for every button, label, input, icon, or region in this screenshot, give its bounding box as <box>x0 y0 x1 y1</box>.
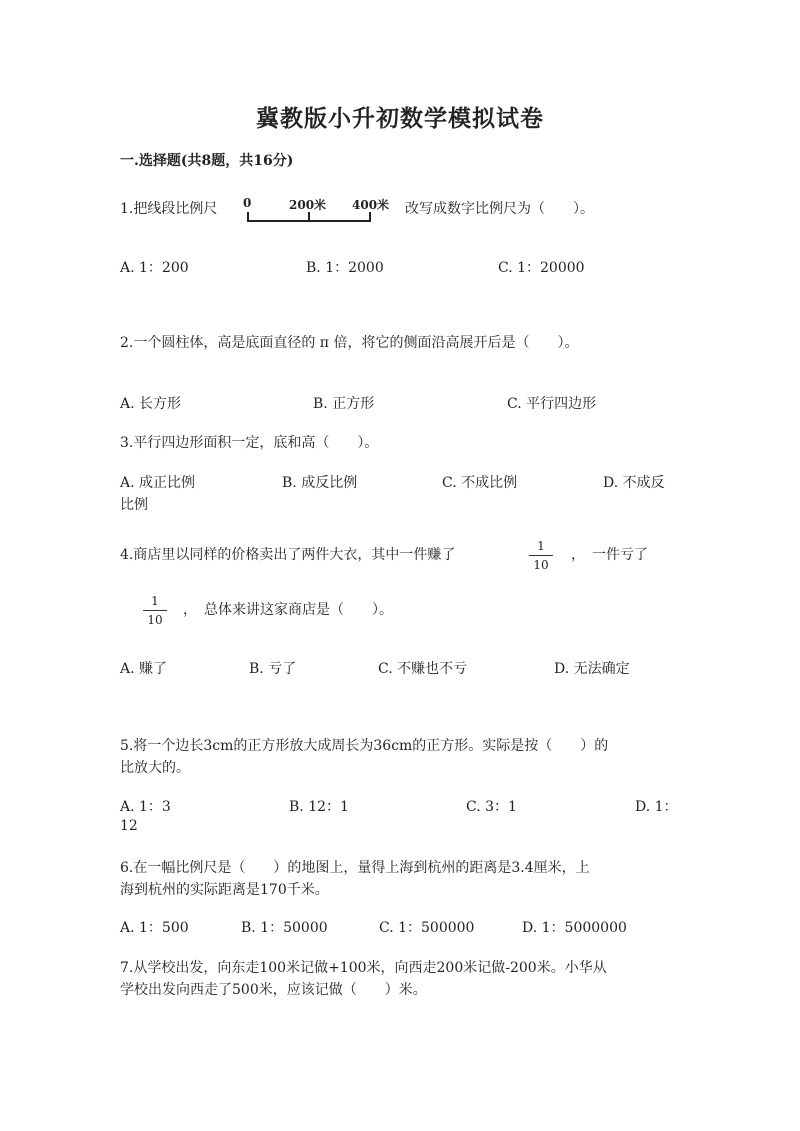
section-heading: 一.选择题(共8题，共16分) <box>120 153 294 169</box>
option-d-continued: 比例 <box>120 497 148 513</box>
scale-label: 0 <box>243 196 252 210</box>
fraction-numerator: 1 <box>537 539 545 553</box>
option-d[interactable]: D. 不成反 <box>603 475 665 491</box>
fraction-denominator: 10 <box>533 558 549 572</box>
option-c[interactable]: C. 不成比例 <box>442 475 518 491</box>
question-stem-end: 改写成数字比例尺为（ ）。 <box>405 201 594 217</box>
question-stem: 1.把线段比例尺 <box>120 201 218 217</box>
option-d-continued: 12 <box>120 818 138 834</box>
fraction <box>143 594 167 627</box>
option-d[interactable]: D. 1：5000000 <box>522 920 627 936</box>
question-stem: 3.平行四边形面积一定，底和高（ ）。 <box>120 435 379 451</box>
option-a[interactable]: A. 成正比例 <box>120 475 196 491</box>
option-b[interactable]: B. 成反比例 <box>282 475 358 491</box>
fraction <box>529 539 553 572</box>
option-a[interactable]: A. 1：3 <box>120 799 171 815</box>
question-stem-end: ， 总体来讲这家商店是（ ）。 <box>183 602 393 618</box>
question-stem-middle: ， 一件亏了 <box>571 547 648 563</box>
question-stem-line2: 学校出发向西走了500米，应该记做（ ）米。 <box>120 982 427 998</box>
option-a[interactable]: A. 1：500 <box>120 920 189 936</box>
scale-label: 400米 <box>352 198 390 212</box>
option-c[interactable]: C. 1：20000 <box>498 260 585 276</box>
question-stem-line2: 比放大的。 <box>120 760 190 776</box>
question-stem: 2.一个圆柱体，高是底面直径的 π 倍，将它的侧面沿高展开后是（ ）。 <box>120 335 579 351</box>
fraction-numerator: 1 <box>151 594 159 608</box>
option-b[interactable]: B. 亏了 <box>249 661 297 677</box>
option-c[interactable]: C. 1：500000 <box>379 920 475 936</box>
question-stem: 5.将一个边长3cm的正方形放大成周长为36cm的正方形。实际是按（ ）的 <box>120 738 609 754</box>
scale-tick <box>369 212 371 222</box>
question-stem: 7.从学校出发，向东走100米记做+100米，向西走200米记做-200米。小华从 <box>120 960 607 976</box>
question-stem-line2: 海到杭州的实际距离是170千米。 <box>120 882 329 898</box>
option-b[interactable]: B. 12：1 <box>289 799 349 815</box>
option-c[interactable]: C. 平行四边形 <box>507 396 597 412</box>
option-c[interactable]: C. 不赚也不亏 <box>378 661 468 677</box>
scale-label: 200米 <box>289 198 327 212</box>
fraction-bar <box>143 610 167 611</box>
option-d[interactable]: D. 无法确定 <box>554 661 630 677</box>
option-b[interactable]: B. 1：2000 <box>306 260 384 276</box>
option-a[interactable]: A. 长方形 <box>120 396 182 412</box>
question-stem: 4.商店里以同样的价格卖出了两件大衣，其中一件赚了 <box>120 547 456 563</box>
fraction-denominator: 10 <box>147 613 163 627</box>
fraction-bar <box>529 555 553 556</box>
page-title: 冀教版小升初数学模拟试卷 <box>256 105 544 132</box>
scale-tick <box>308 212 310 222</box>
question-stem: 6.在一幅比例尺是（ ）的地图上，量得上海到杭州的距离是3.4厘米，上 <box>120 860 590 876</box>
option-a[interactable]: A. 赚了 <box>120 661 168 677</box>
option-c[interactable]: C. 3：1 <box>466 799 517 815</box>
scale-tick <box>247 212 249 222</box>
option-d[interactable]: D. 1： <box>635 799 678 815</box>
option-b[interactable]: B. 1：50000 <box>241 920 328 936</box>
option-b[interactable]: B. 正方形 <box>313 396 375 412</box>
option-a[interactable]: A. 1：200 <box>120 260 189 276</box>
